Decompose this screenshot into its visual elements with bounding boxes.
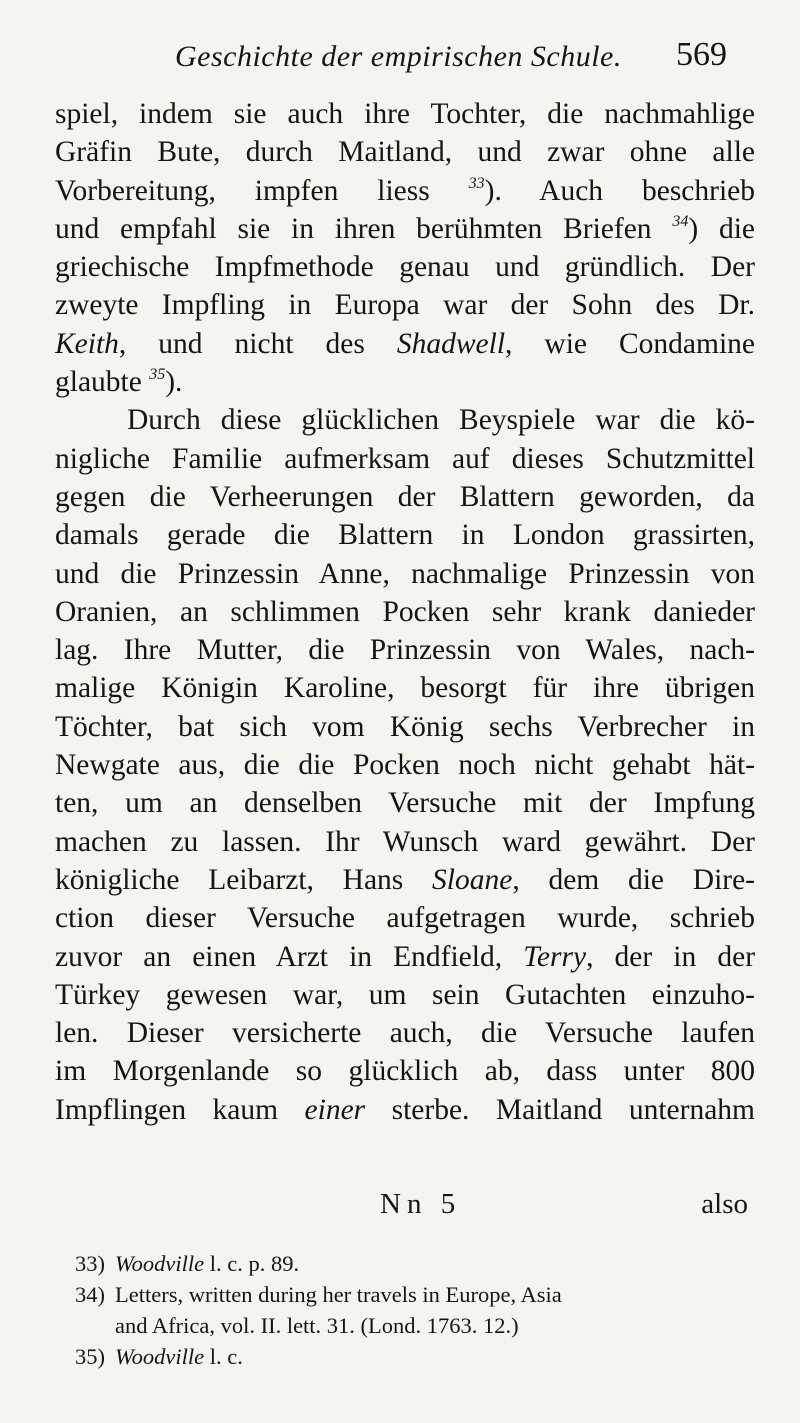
name-terry: Terry: [523, 940, 587, 973]
text-line: zuvor an einen Arzt in Endfield, Terry, der in der: [55, 940, 756, 973]
text-line: nigliche Familie aufmerksam auf dieses Schutzmittel: [55, 442, 755, 475]
text-line: Newgate aus, die die Pocken noch nicht gehabt hät-: [55, 749, 755, 782]
text-line: Gräfin Bute, durch Maitland, und zwar ohne alle: [55, 136, 755, 169]
footnote-ref-33[interactable]: 33: [468, 174, 485, 192]
text-line: gegen die Verheerungen der Blattern geworden, da: [55, 480, 755, 513]
text-line: und die Prinzessin Anne, nachmalige Prinzessin von: [55, 557, 755, 590]
footnotes: [75, 1248, 765, 1372]
text-line: ten, um an denselben Versuche mit der Impfung: [55, 787, 755, 820]
emphasis-einer: einer: [304, 1093, 366, 1126]
text-line: Keith, und nicht des Shadwell, wie Condamine: [55, 327, 755, 360]
text-line: Durch diese glücklichen Beyspiele war die kö-: [127, 404, 755, 437]
text-line: Türkey gewesen war, um sein Gutachten einzuho-: [55, 978, 755, 1011]
footnote-35: 35) Woodville l. c.: [75, 1344, 243, 1369]
text-line: Töchter, bat sich vom König sechs Verbrecher in: [55, 710, 755, 743]
footnote-33: 33) Woodville l. c. p. 89.: [75, 1251, 300, 1276]
text-line: Vorbereitung, impfen liess $^{33}$). Auch beschrieb: [55, 174, 756, 207]
text-line: griechische Impfmethode genau und gründlich. Der: [55, 251, 755, 284]
name-keith: Keith: [55, 327, 119, 360]
catchword: also: [701, 1188, 748, 1220]
text-line: königliche Leibarzt, Hans Sloane, dem die Dire-: [55, 863, 755, 896]
text-line: spiel, indem sie auch ihre Tochter, die nachmahlige: [55, 98, 755, 130]
text-line: und empfahl sie in ihren berühmten Briefen $^{34}$) die: [55, 212, 756, 245]
footnote-ref-34[interactable]: 34: [672, 212, 689, 230]
text-line: zweyte Impfling in Europa war der Sohn des Dr.: [55, 289, 755, 322]
text-line: damals gerade die Blattern in London grassirten,: [55, 519, 755, 552]
name-sloane: Sloane: [432, 863, 513, 896]
text-line: malige Königin Karoline, besorgt für ihre übrigen: [55, 672, 755, 705]
text-line: machen zu lassen. Ihr Wunsch ward gewährt. Der: [55, 825, 755, 858]
page-number: 569: [676, 36, 727, 73]
text-line: glaubte $^{35}$).: [55, 366, 183, 399]
text-line: Impflingen kaum einer sterbe. Maitland unternahm: [55, 1093, 755, 1126]
body-text: [55, 95, 755, 1129]
name-shadwell: Shadwell: [396, 327, 506, 360]
footnote-34-continued: and Africa, vol. II. lett. 31. (Lond. 1763. 12.): [115, 1313, 519, 1338]
signature-mark: Nn 5: [380, 1188, 462, 1220]
text-line: lag. Ihre Mutter, die Prinzessin von Wales, nach-: [55, 634, 755, 667]
running-head: [175, 36, 765, 86]
text-line: len. Dieser versicherte auch, die Versuche laufen: [55, 1017, 755, 1050]
footnote-34: 34) Letters, written during her travels in Europe, Asia: [75, 1282, 562, 1307]
text-line: Oranien, an schlimmen Pocken sehr krank danieder: [55, 595, 755, 628]
running-title: Geschichte der empirischen Schule.: [175, 40, 622, 73]
text-line: im Morgenlande so glücklich ab, dass unter 800: [55, 1055, 755, 1088]
text-line: ction dieser Versuche aufgetragen wurde, schrieb: [55, 902, 755, 935]
footnote-ref-35[interactable]: 35: [149, 366, 166, 384]
